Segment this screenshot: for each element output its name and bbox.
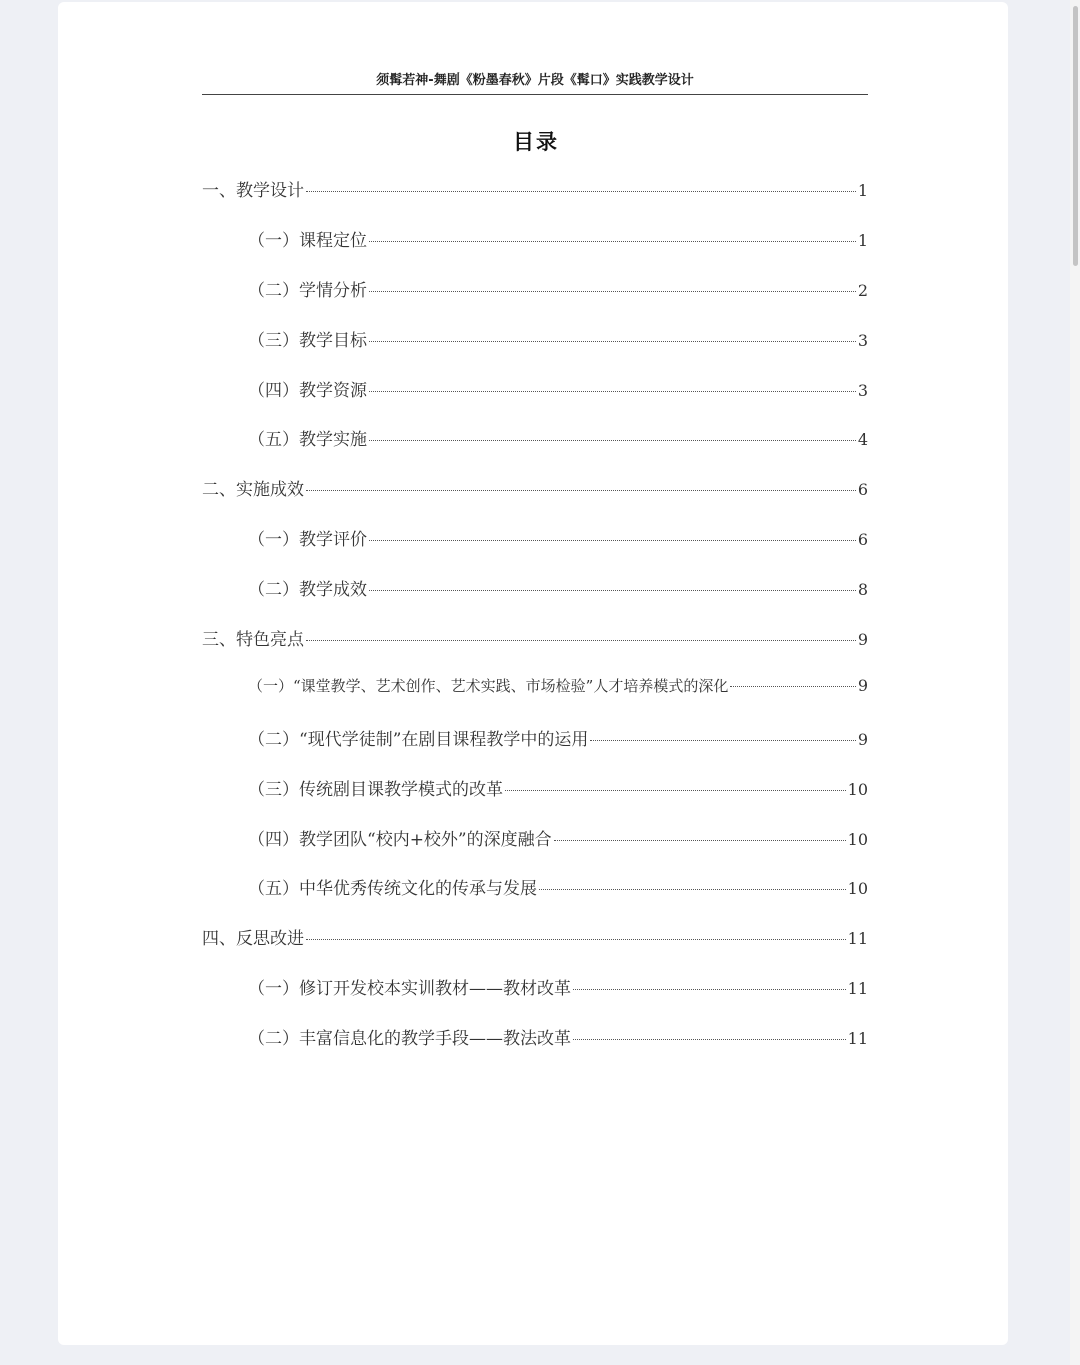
toc-entry-page: 11 xyxy=(847,979,868,999)
toc-entry[interactable] xyxy=(202,575,868,625)
toc-leader-dots xyxy=(306,939,846,940)
toc-entry-label: 一、教学设计 xyxy=(202,181,304,201)
toc-entry[interactable] xyxy=(202,226,868,276)
toc-entry[interactable] xyxy=(202,525,868,575)
toc-entry[interactable] xyxy=(202,874,868,924)
toc-entry-label: （一）教学评价 xyxy=(248,530,367,551)
toc-entry-page: 8 xyxy=(857,580,868,600)
toc-leader-dots xyxy=(539,889,846,890)
toc-leader-dots xyxy=(369,391,856,392)
toc-entry[interactable] xyxy=(202,924,868,974)
toc-entry-label: （三）传统剧目课教学模式的改革 xyxy=(248,779,503,800)
toc-entry-label: （二）教学成效 xyxy=(248,580,367,601)
toc-entry[interactable] xyxy=(202,176,868,226)
toc-entry-label: （二）丰富信息化的教学手段——教法改革 xyxy=(248,1029,571,1050)
toc-entry-page: 9 xyxy=(857,675,868,695)
toc-entry-page: 1 xyxy=(857,230,868,250)
toc-entry[interactable] xyxy=(202,775,868,825)
toc-entry-page: 2 xyxy=(857,280,868,300)
toc-entry[interactable] xyxy=(202,425,868,475)
toc-entry-page: 11 xyxy=(847,1029,868,1049)
toc-entry-page: 6 xyxy=(857,530,868,550)
toc-leader-dots xyxy=(505,790,846,791)
toc-entry-label: （一）“课堂教学、艺术创作、艺术实践、市场检验”人才培养模式的深化 xyxy=(248,676,729,695)
toc-entry-page: 3 xyxy=(857,380,868,400)
document-page xyxy=(58,2,1008,1345)
toc-entry-page: 9 xyxy=(857,729,868,749)
toc-leader-dots xyxy=(306,640,856,641)
toc-leader-dots xyxy=(369,440,856,441)
running-header: 须髯若神-舞剧《粉墨春秋》片段《髯口》实践教学设计 xyxy=(202,68,868,95)
toc-entry-label: （三）教学目标 xyxy=(248,330,367,351)
toc-entry-label: 四、反思改进 xyxy=(202,929,304,950)
table-of-contents xyxy=(202,176,868,1074)
toc-leader-dots xyxy=(573,989,846,990)
toc-entry-page: 10 xyxy=(847,779,868,799)
toc-entry[interactable] xyxy=(202,675,868,725)
toc-leader-dots xyxy=(369,540,856,541)
toc-entry-page: 9 xyxy=(857,630,868,650)
toc-entry[interactable] xyxy=(202,725,868,775)
toc-leader-dots xyxy=(730,686,855,687)
toc-entry-label: （一）修订开发校本实训教材——教材改革 xyxy=(248,979,571,1000)
toc-entry-page: 10 xyxy=(847,829,868,849)
toc-entry[interactable] xyxy=(202,326,868,376)
scrollbar-thumb[interactable] xyxy=(1073,6,1078,266)
toc-entry-label: （二）学情分析 xyxy=(248,280,367,301)
toc-entry-page: 4 xyxy=(857,430,868,450)
toc-entry[interactable] xyxy=(202,1024,868,1074)
toc-entry-label: （四）教学资源 xyxy=(248,380,367,401)
toc-leader-dots xyxy=(306,490,856,491)
toc-entry-label: （五）中华优秀传统文化的传承与发展 xyxy=(248,879,537,900)
toc-title: 目录 xyxy=(513,130,559,154)
toc-entry[interactable] xyxy=(202,974,868,1024)
toc-entry-page: 10 xyxy=(847,879,868,899)
toc-entry[interactable] xyxy=(202,825,868,875)
toc-entry-page: 11 xyxy=(847,929,868,949)
toc-leader-dots xyxy=(369,291,856,292)
toc-leader-dots xyxy=(573,1039,846,1040)
toc-entry-label: （二）“现代学徒制”在剧目课程教学中的运用 xyxy=(248,729,589,750)
toc-entry[interactable] xyxy=(202,475,868,525)
toc-leader-dots xyxy=(590,740,855,741)
toc-entry-label: 三、特色亮点 xyxy=(202,630,304,651)
toc-entry-label: 二、实施成效 xyxy=(202,480,304,501)
toc-entry[interactable] xyxy=(202,376,868,426)
toc-leader-dots xyxy=(369,341,856,342)
toc-entry-page: 3 xyxy=(857,330,868,350)
toc-entry-page: 6 xyxy=(857,480,868,500)
toc-entry-page: 1 xyxy=(857,181,868,200)
scrollbar[interactable] xyxy=(1070,0,1080,1365)
toc-entry[interactable] xyxy=(202,625,868,675)
toc-leader-dots xyxy=(369,241,856,242)
toc-entry-label: （四）教学团队“校内+校外”的深度融合 xyxy=(248,829,552,850)
toc-leader-dots xyxy=(306,191,856,192)
toc-entry-label: （五）教学实施 xyxy=(248,430,367,451)
toc-entry[interactable] xyxy=(202,276,868,326)
toc-entry-label: （一）课程定位 xyxy=(248,230,367,251)
toc-leader-dots xyxy=(554,840,846,841)
toc-leader-dots xyxy=(369,590,856,591)
